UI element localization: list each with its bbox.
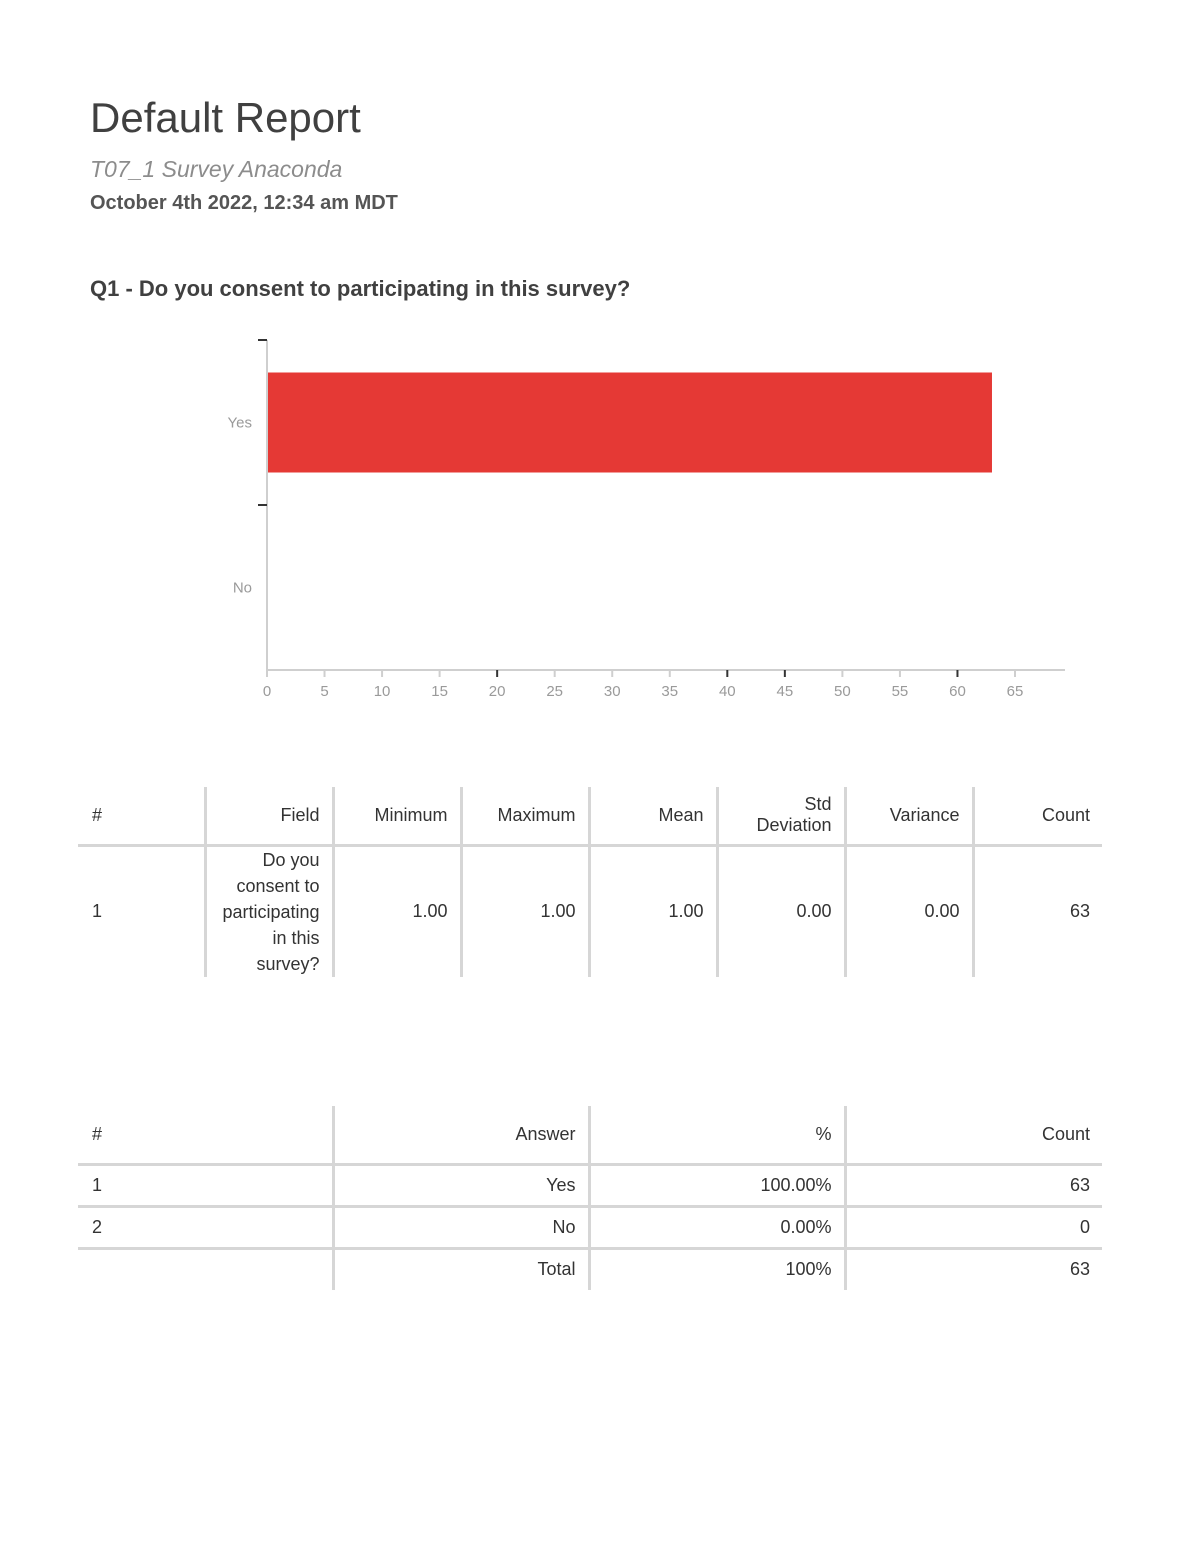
cell-count: 63 [973,845,1102,977]
x-tick-label: 35 [661,683,679,700]
header-percent: % [589,1106,845,1164]
cell-std-deviation: 0.00 [717,845,845,977]
header-number: # [92,1123,103,1144]
category-label-yes: Yes [227,414,252,432]
header-variance: Variance [845,787,973,845]
cell-answer: Total [333,1248,589,1290]
survey-name: T07_1 Survey Anaconda [90,156,343,182]
report-date: October 4th 2022, 12:34 am MDT [90,192,398,214]
cell-mean: 1.00 [589,845,717,977]
x-tick-label: 15 [431,683,448,700]
x-tick-label: 60 [949,683,966,700]
header-maximum: Maximum [461,787,589,845]
x-tick-label: 5 [320,683,329,700]
cell-percent: 100.00% [589,1164,845,1206]
header-minimum: Minimum [333,787,461,845]
x-tick-label: 0 [262,683,272,700]
table-header-row [78,1106,1102,1164]
header-count: Count [845,1106,1102,1164]
x-tick-label: 20 [488,683,506,700]
header-std-deviation: Std Deviation [717,787,845,845]
x-tick-label: 30 [603,683,621,700]
x-tick-label: 45 [776,683,794,700]
report-title: Default Report [90,94,361,141]
question-title: Q1 - Do you consent to participating in this survey? [90,276,631,301]
cell-count: 63 [845,1164,1102,1206]
statistics-table [78,787,1102,977]
cell-number: 1 [92,1174,103,1195]
cell-answer: No [333,1206,589,1248]
cell-count: 0 [845,1206,1102,1248]
cell-maximum: 1.00 [461,845,589,977]
cell-percent: 100% [589,1248,845,1290]
x-tick-label: 50 [834,683,851,700]
x-tick-label: 40 [718,683,736,700]
category-label-no: No [232,579,252,597]
table-row-total [78,1248,1102,1290]
header-count: Count [973,787,1102,845]
cell-count: 63 [845,1248,1102,1290]
table-row [78,845,1102,977]
bar-yes [268,373,992,473]
cell-field: Do you consent to participating in this survey? [205,845,333,977]
bar-chart [200,330,1080,710]
x-tick-label: 55 [891,683,909,700]
table-row [78,1206,1102,1248]
header-field: Field [205,787,333,845]
header-number: # [92,804,103,825]
x-tick-label: 10 [373,683,391,700]
x-tick-label: 65 [1006,683,1024,700]
table-header-row [78,787,1102,845]
cell-variance: 0.00 [845,845,973,977]
cell-number [78,1248,333,1290]
cell-percent: 0.00% [589,1206,845,1248]
table-row [78,1164,1102,1206]
header-mean: Mean [589,787,717,845]
cell-minimum: 1.00 [333,845,461,977]
cell-number: 1 [92,901,103,921]
cell-number: 2 [92,1216,103,1237]
x-tick-label: 25 [546,683,564,700]
cell-answer: Yes [333,1164,589,1206]
answers-table [78,1106,1102,1290]
header-answer: Answer [333,1106,589,1164]
